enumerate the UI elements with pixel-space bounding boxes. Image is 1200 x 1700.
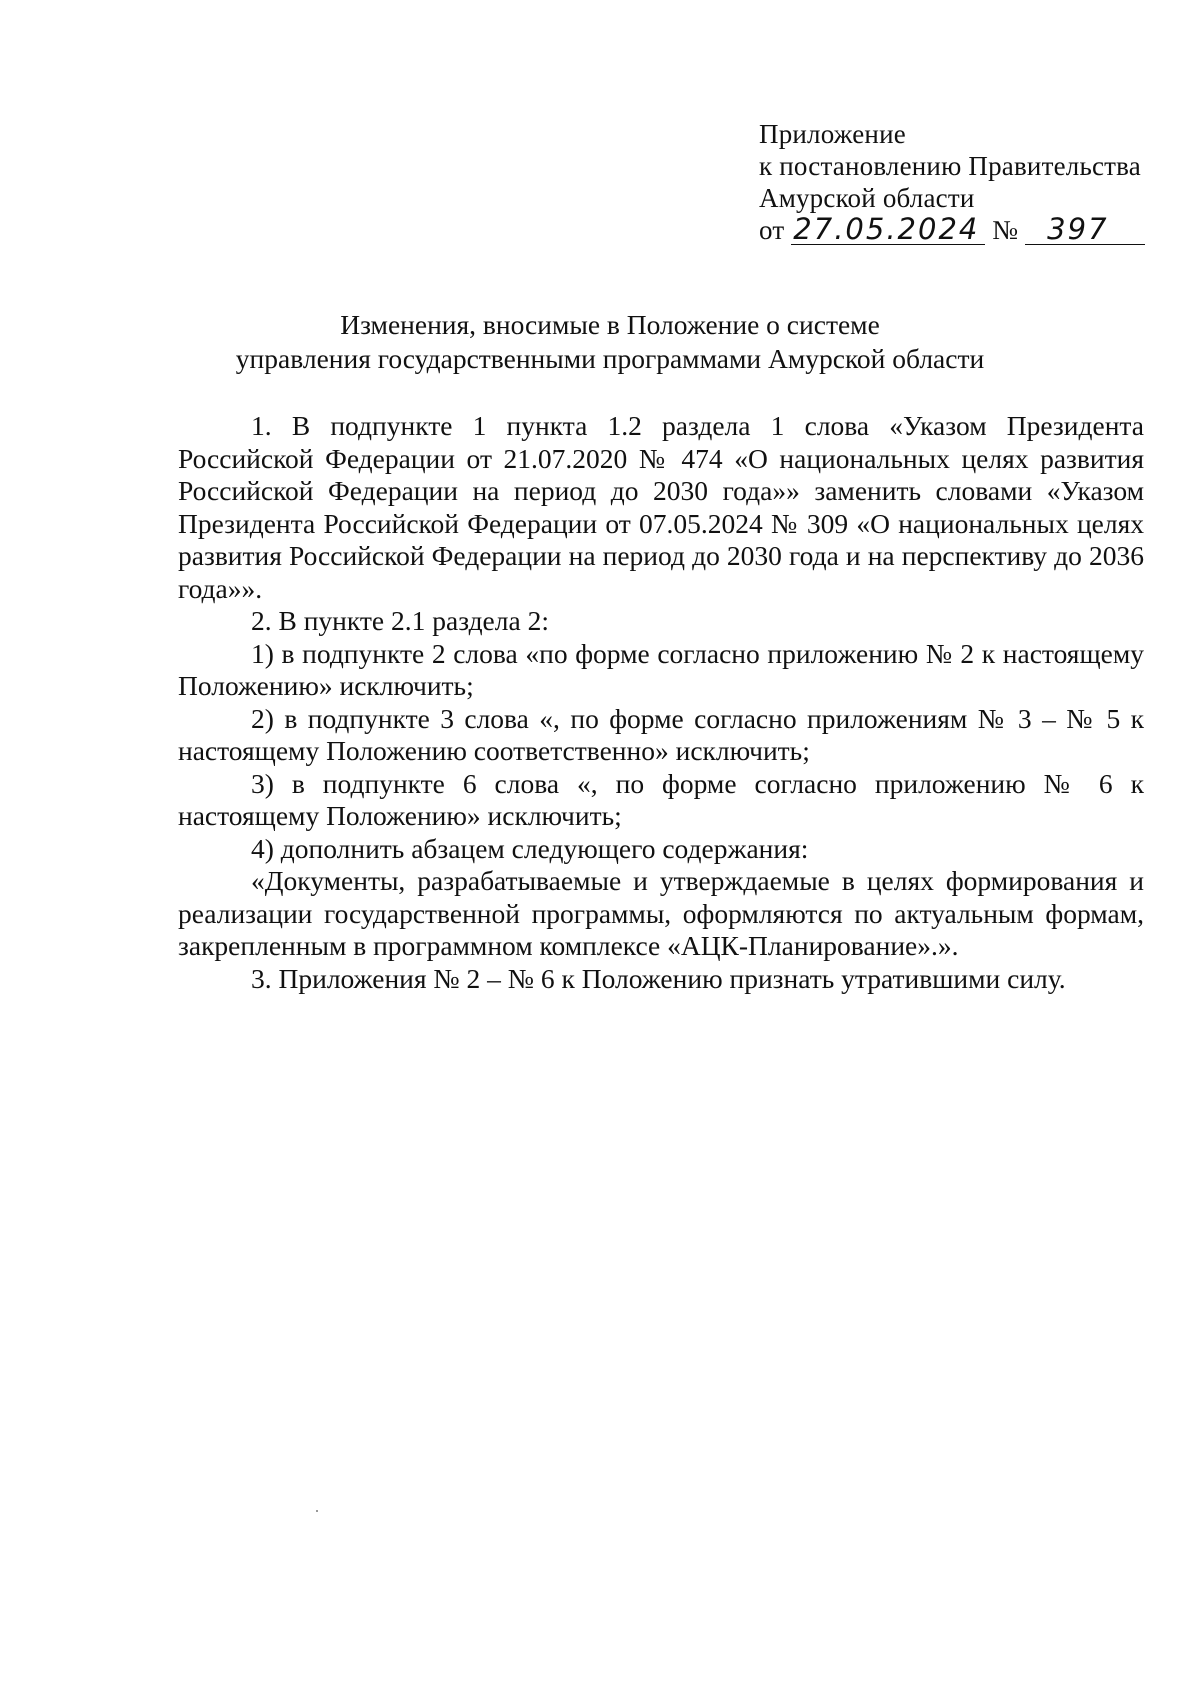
paragraph-7: «Документы, разрабатываемые и утверждаемые в целях формирования и реализации государственной программы, оформляются по актуальным формам, закрепленным в программном комплексе «АЦК-Планирование».». (178, 865, 1144, 961)
title-line-2: управления государственными программами Амурской области (235, 343, 985, 374)
attachment-region: Амурской области (759, 183, 975, 213)
attachment-date-row (759, 214, 1179, 246)
paragraph-4: 2) в подпункте 3 слова «, по форме согласно приложениям № 3 – № 5 к настоящему Положению соответственно» исключить; (178, 702, 1144, 766)
paragraph-1: 1. В подпункте 1 пункта 1.2 раздела 1 слова «Указом Президента Российской Федерации от 21.07.2020 № 474 «О национальных целях развития Российской Федерации на период до 2030 года»» заменить словами «Указом Президента Российской Федерации от 07.05.2024 № 309 «О национальных целях развития Российской Федерации на период до 2030 года и на перспективу до 2036 года»». (178, 410, 1144, 604)
handwritten-number: 397 (1025, 214, 1145, 245)
number-label: № (992, 215, 1019, 245)
paragraph-6: 4) дополнить абзацем следующего содержания: (251, 832, 809, 864)
attachment-block (759, 118, 1179, 246)
paragraph-3: 1) в подпункте 2 слова «по форме согласно приложению № 2 к настоящему Положению» исключить; (178, 637, 1144, 701)
scan-speck (316, 1510, 318, 1512)
handwritten-date: 27.05.2024 (791, 214, 985, 245)
document-body (178, 410, 1144, 995)
paragraph-8: 3. Приложения № 2 – № 6 к Положению признать утратившими силу. (251, 962, 1066, 994)
attachment-reference: к постановлению Правительства (759, 151, 1141, 181)
paragraph-2: 2. В пункте 2.1 раздела 2: (251, 605, 549, 636)
paragraph-5: 3) в подпункте 6 слова «, по форме согласно приложению № 6 к настоящему Положению» исключить; (178, 767, 1144, 831)
date-prefix: от (759, 215, 785, 245)
document-title (170, 308, 1050, 376)
title-line-1: Изменения, вносимые в Положение о системе (340, 309, 880, 340)
attachment-heading: Приложение (759, 119, 906, 149)
